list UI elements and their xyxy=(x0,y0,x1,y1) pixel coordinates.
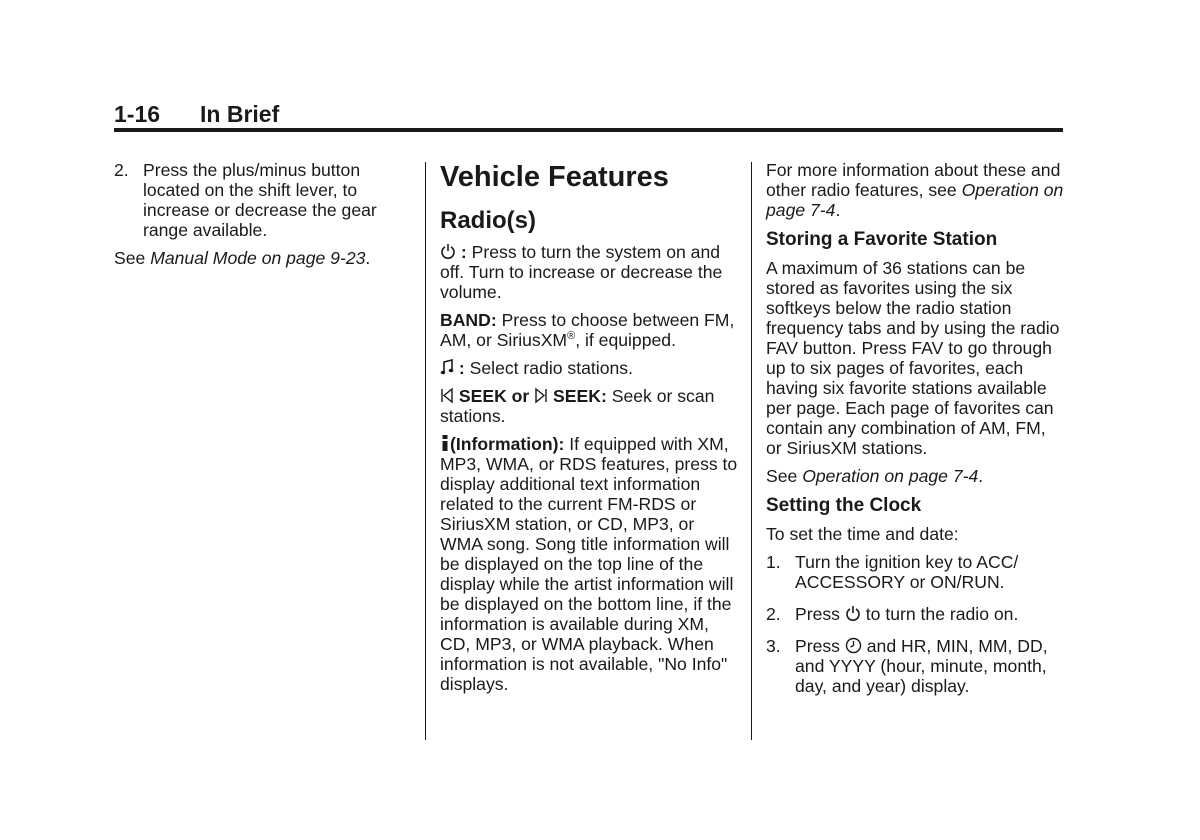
column-2 xyxy=(440,160,740,702)
info-icon xyxy=(440,434,450,452)
section-title: In Brief xyxy=(200,101,280,127)
page-header xyxy=(114,100,1064,130)
see-suffix: . xyxy=(365,248,371,268)
band-text: Press to choose between FM, AM, or SiriusXM xyxy=(440,310,735,350)
column-divider xyxy=(425,162,426,740)
page-number: 1-16 xyxy=(114,101,161,127)
intro-suffix: . xyxy=(835,200,841,220)
cross-reference xyxy=(766,466,1066,486)
step-number: 3. xyxy=(766,636,781,656)
info-text: If equipped with XM, MP3, WMA, or RDS features, press to display additional text information related to the current FM-RDS or SiriusXM station, or CD, MP3, or WMA song. Song title information will be displayed on the top line of the display while the artist information will be displayed on the bottom line, if the information is available during XM, CD, MP3, or WMA playback. When information is not available, "No Info" displays. xyxy=(440,434,738,694)
seek-back-icon xyxy=(440,387,454,404)
see-prefix: See xyxy=(114,248,151,268)
clock-intro: To set the time and date: xyxy=(766,524,959,544)
see-prefix: See xyxy=(766,466,803,486)
separator: : xyxy=(456,242,472,262)
power-icon xyxy=(845,605,861,622)
header-rule xyxy=(114,128,1063,132)
list-item xyxy=(766,604,1066,624)
column-divider xyxy=(751,162,752,740)
manual-mode-link[interactable]: Manual Mode on page 9-23 xyxy=(150,248,366,268)
seek-label: SEEK or xyxy=(454,386,535,406)
info-label: (Information): xyxy=(450,434,565,454)
cross-reference xyxy=(114,248,404,268)
step-text: Turn the ignition key to ACC/ ACCESSORY or ON/RUN. xyxy=(795,552,1019,592)
operation-link[interactable]: Operation on page 7-4 xyxy=(802,466,979,486)
info-paragraph xyxy=(440,434,740,694)
subheading: Radio(s) xyxy=(440,207,536,234)
power-paragraph xyxy=(440,242,740,302)
list-item xyxy=(766,636,1066,696)
registered-mark: ® xyxy=(567,330,576,343)
clock-heading: Setting the Clock xyxy=(766,495,922,516)
power-text: Press to turn the system on and off. Turn to increase or decrease the volume. xyxy=(440,242,723,302)
intro-text: For more information about these and other radio features, see xyxy=(766,160,1061,200)
music-note-icon xyxy=(440,359,454,376)
step-text xyxy=(795,604,1066,624)
seek-text: Seek or scan stations. xyxy=(440,386,715,426)
seek-forward-icon xyxy=(534,387,548,404)
seek-paragraph xyxy=(440,386,740,426)
column-1 xyxy=(114,160,404,276)
list-item xyxy=(114,160,404,240)
see-suffix: . xyxy=(978,466,984,486)
step-number: 1. xyxy=(766,552,781,572)
band-paragraph xyxy=(440,310,740,350)
step-number: 2. xyxy=(766,604,781,624)
clock-icon xyxy=(845,637,862,654)
seek-label: SEEK: xyxy=(548,386,607,406)
power-icon xyxy=(440,243,456,260)
step-post: and HR, MIN, MM, DD, and YYYY (hour, minute, month, day, and year) display. xyxy=(795,636,1048,696)
band-text-end: , if equipped. xyxy=(575,330,676,350)
column-3 xyxy=(766,160,1066,704)
favorite-heading: Storing a Favorite Station xyxy=(766,229,998,250)
list-item xyxy=(766,552,1066,592)
step-number: 2. xyxy=(114,160,129,180)
step-text: Press the plus/minus button located on the shift lever, to increase or decrease the gear range available. xyxy=(143,160,377,240)
intro-paragraph xyxy=(766,160,1066,220)
page-heading: Vehicle Features xyxy=(440,161,669,193)
step-text xyxy=(795,636,1066,696)
separator: : xyxy=(454,358,470,378)
step-post: to turn the radio on. xyxy=(860,604,1019,624)
band-label: BAND: xyxy=(440,310,497,330)
favorite-text: A maximum of 36 stations can be stored as favorites using the six softkeys below the radio station frequency tabs and by using the radio FAV button. Press FAV to go through up to six pages of favorites, each having six favorite stations available per page. Each page of favorites can contain any combination of AM, FM, or SiriusXM stations. xyxy=(766,258,1060,458)
step-pre: Press xyxy=(795,636,845,656)
operation-link[interactable]: Operation on page 7-4 xyxy=(766,180,1064,220)
music-paragraph xyxy=(440,358,740,378)
step-pre: Press xyxy=(795,604,845,624)
music-text: Select radio stations. xyxy=(469,358,633,378)
